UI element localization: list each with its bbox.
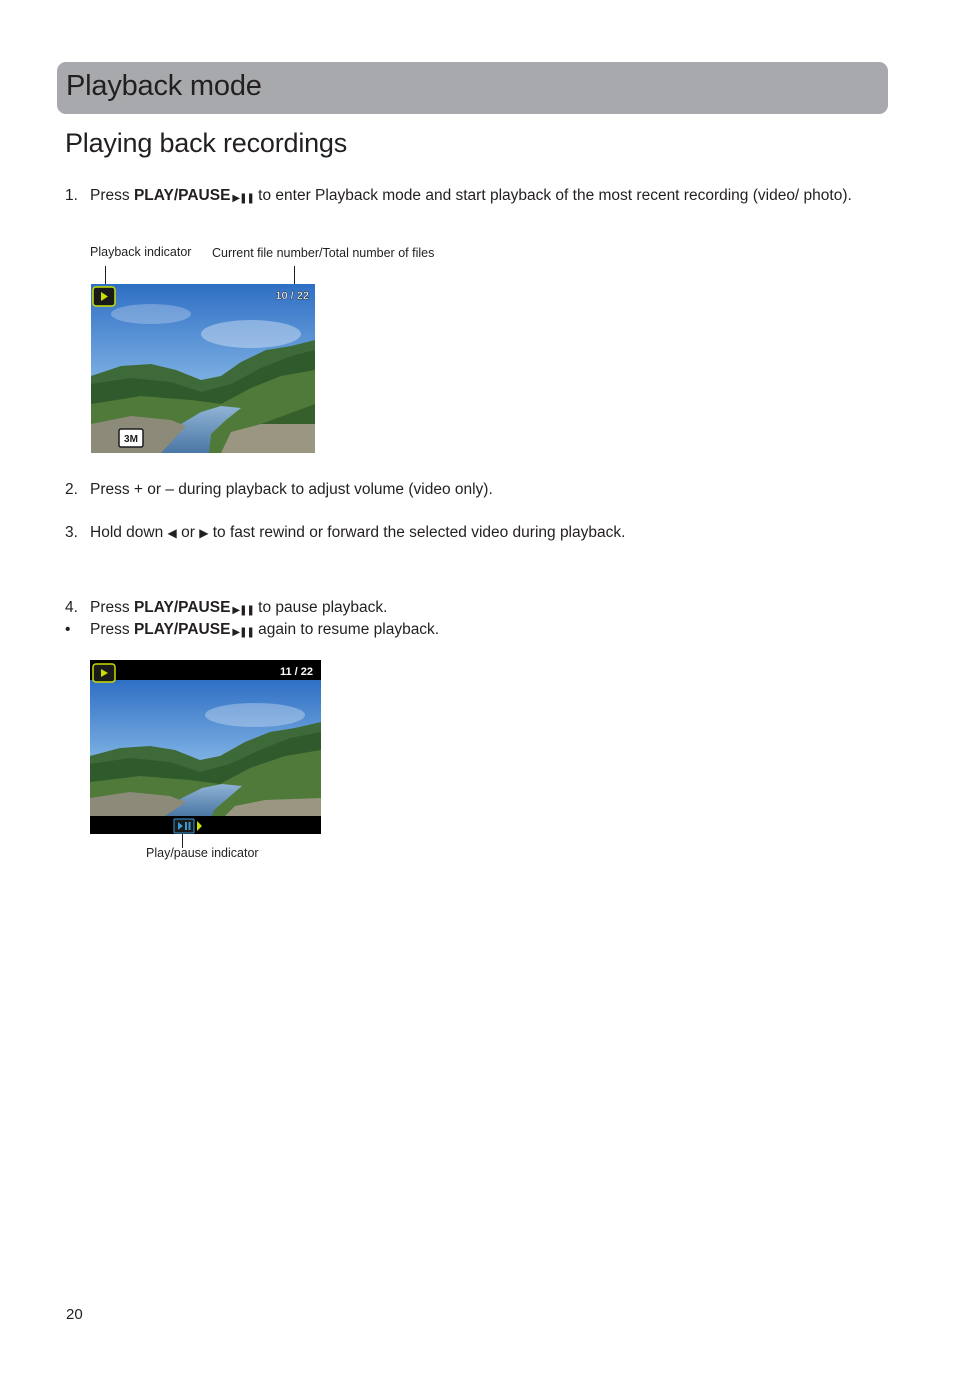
chapter-title: Playback mode	[66, 70, 262, 102]
bullet-text-pre: Press	[90, 621, 134, 638]
bullet-text-post: again to resume playback.	[253, 621, 440, 638]
playback-screen-video	[90, 660, 321, 834]
page-number: 20	[66, 1306, 83, 1323]
pause-bar	[185, 822, 187, 830]
step-text	[90, 522, 870, 544]
step-number: 2.	[65, 481, 78, 498]
step-text-pre: Hold down	[90, 524, 168, 541]
file-counter: 10 / 22	[275, 290, 309, 302]
section-title: Playing back recordings	[65, 128, 348, 158]
file-counter: 11 / 22	[279, 666, 313, 678]
step-text	[90, 185, 870, 209]
landscape-image	[91, 284, 315, 453]
step-text-pre: Press	[90, 187, 134, 204]
step-text-post: to enter Playback mode and start playback of the most recent recording (video/ photo).	[253, 187, 852, 204]
step-text-post: to pause playback.	[253, 599, 388, 616]
play-pause-indicator	[174, 819, 194, 833]
resolution-badge: 3M	[124, 434, 138, 445]
step-text: Press + or – during playback to adjust volume (video only).	[90, 481, 493, 498]
play-pause-icon: ▶❚❚	[232, 193, 254, 204]
step-number: 1.	[65, 187, 78, 204]
caption-playback-indicator: Playback indicator	[90, 245, 192, 259]
step-number: 3.	[65, 524, 78, 541]
pause-bar	[189, 822, 191, 830]
step-text-pre: Press	[90, 599, 134, 616]
leader-line	[105, 266, 106, 284]
bullet-dot: •	[65, 621, 71, 638]
play-pause-icon: ▶❚❚	[232, 605, 254, 616]
play-pause-label: PLAY/PAUSE	[133, 187, 231, 204]
leader-line	[294, 266, 295, 284]
video-frame	[90, 660, 321, 834]
playback-screen-photo	[91, 284, 315, 453]
play-pause-label: PLAY/PAUSE	[133, 599, 231, 616]
forward-arrow-icon: ▶	[199, 526, 209, 540]
bullet-text	[90, 619, 870, 643]
rewind-arrow-icon: ◀	[167, 526, 177, 540]
step-text-post: to fast rewind or forward the selected video during playback.	[208, 524, 626, 541]
step-text	[90, 597, 870, 621]
caption-play-pause-indicator: Play/pause indicator	[146, 846, 259, 860]
caption-file-number: Current file number/Total number of files	[212, 246, 435, 260]
step-number: 4.	[65, 599, 78, 616]
play-pause-icon: ▶❚❚	[232, 627, 254, 638]
chapter-banner	[57, 62, 888, 114]
step-text-mid: or	[176, 524, 200, 541]
play-pause-label: PLAY/PAUSE	[133, 621, 231, 638]
